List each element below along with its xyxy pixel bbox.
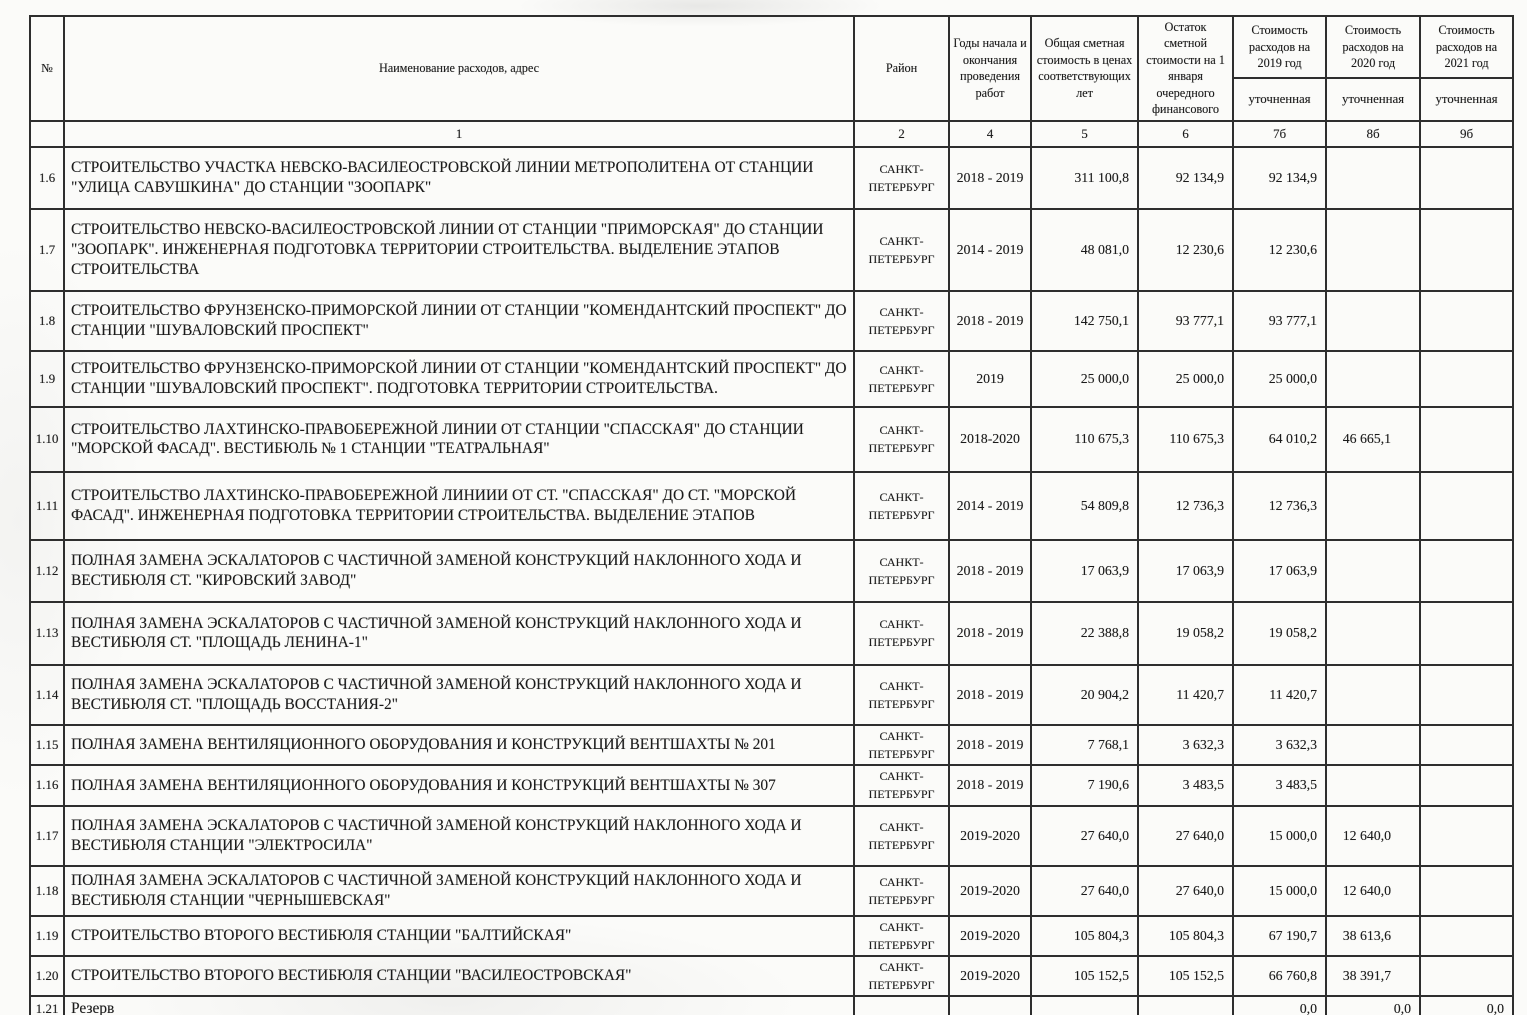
total-estimated-cost: 311 100,8 — [1031, 147, 1138, 209]
cost-2021-refined — [1420, 351, 1513, 407]
cost-2020-refined — [1326, 351, 1420, 407]
district: САНКТ-ПЕТЕРБУРГ — [854, 916, 949, 956]
col-header-total-cost: Общая сметная стоимость в ценах соответствующих лет — [1031, 16, 1138, 121]
table-row — [30, 725, 1513, 765]
remaining-cost: 105 152,5 — [1138, 956, 1233, 996]
row-number: 1.15 — [30, 725, 64, 765]
total-estimated-cost: 20 904,2 — [1031, 665, 1138, 725]
cost-2021-refined — [1420, 866, 1513, 916]
cost-2019-refined: 92 134,9 — [1233, 147, 1326, 209]
district: САНКТ-ПЕТЕРБУРГ — [854, 540, 949, 602]
cost-2021-refined — [1420, 407, 1513, 472]
total-estimated-cost: 7 190,6 — [1031, 765, 1138, 806]
cost-2019-refined: 12 230,6 — [1233, 209, 1326, 291]
cost-2020-refined: 0,0 — [1326, 996, 1420, 1015]
expense-name: СТРОИТЕЛЬСТВО ФРУНЗЕНСКО-ПРИМОРСКОЙ ЛИНИИ ОТ СТАНЦИИ "КОМЕНДАНТСКИЙ ПРОСПЕКТ" ДО СТАНЦИИ "ШУВАЛОВСКИЙ ПРОСПЕКТ". ПОДГОТОВКА ТЕРРИТОРИИ СТРОИТЕЛЬСТВА. — [64, 351, 854, 407]
work-years: 2018-2020 — [949, 407, 1031, 472]
cost-2020-refined: 12 640,0 — [1326, 806, 1420, 866]
expense-name: ПОЛНАЯ ЗАМЕНА ЭСКАЛАТОРОВ С ЧАСТИЧНОЙ ЗАМЕНОЙ КОНСТРУКЦИЙ НАКЛОННОГО ХОДА И ВЕСТИБЮЛЯ СТ. "ПЛОЩАДЬ ВОССТАНИЯ-2" — [64, 665, 854, 725]
row-number: 1.11 — [30, 472, 64, 540]
work-years: 2018 - 2019 — [949, 291, 1031, 351]
row-number: 1.17 — [30, 806, 64, 866]
cost-2020-refined — [1326, 147, 1420, 209]
district: САНКТ-ПЕТЕРБУРГ — [854, 351, 949, 407]
col-subheader-refined-2019: уточненная — [1233, 78, 1326, 121]
column-number: 6 — [1138, 121, 1233, 147]
total-estimated-cost: 54 809,8 — [1031, 472, 1138, 540]
row-number: 1.18 — [30, 866, 64, 916]
column-number: 9б — [1420, 121, 1513, 147]
total-estimated-cost: 27 640,0 — [1031, 866, 1138, 916]
remaining-cost: 25 000,0 — [1138, 351, 1233, 407]
total-estimated-cost: 48 081,0 — [1031, 209, 1138, 291]
district: САНКТ-ПЕТЕРБУРГ — [854, 147, 949, 209]
work-years: 2014 - 2019 — [949, 209, 1031, 291]
row-number: 1.20 — [30, 956, 64, 996]
table-row — [30, 866, 1513, 916]
expense-name: ПОЛНАЯ ЗАМЕНА ЭСКАЛАТОРОВ С ЧАСТИЧНОЙ ЗАМЕНОЙ КОНСТРУКЦИЙ НАКЛОННОГО ХОДА И ВЕСТИБЮЛЯ СТАНЦИИ "ЭЛЕКТРОСИЛА" — [64, 806, 854, 866]
district: САНКТ-ПЕТЕРБУРГ — [854, 956, 949, 996]
column-number — [30, 121, 64, 147]
table-row — [30, 765, 1513, 806]
work-years: 2018 - 2019 — [949, 147, 1031, 209]
table-row — [30, 291, 1513, 351]
expense-name: СТРОИТЕЛЬСТВО ЛАХТИНСКО-ПРАВОБЕРЕЖНОЙ ЛИНИИИ ОТ СТ. "СПАССКАЯ" ДО СТ. "МОРСКОЙ ФАСАД". ИНЖЕНЕРНАЯ ПОДГОТОВКА ТЕРРИТОРИИ СТРОИТЕЛЬСТВА. ВЫДЕЛЕНИЕ ЭТАПОВ — [64, 472, 854, 540]
remaining-cost: 3 632,3 — [1138, 725, 1233, 765]
cost-2019-refined: 17 063,9 — [1233, 540, 1326, 602]
work-years: 2018 - 2019 — [949, 665, 1031, 725]
row-number: 1.12 — [30, 540, 64, 602]
cost-2021-refined — [1420, 291, 1513, 351]
cost-2019-refined: 12 736,3 — [1233, 472, 1326, 540]
total-estimated-cost: 22 388,8 — [1031, 602, 1138, 665]
work-years: 2018 - 2019 — [949, 540, 1031, 602]
cost-2020-refined — [1326, 602, 1420, 665]
district: САНКТ-ПЕТЕРБУРГ — [854, 472, 949, 540]
remaining-cost: 17 063,9 — [1138, 540, 1233, 602]
column-number: 1 — [64, 121, 854, 147]
col-header-cost-2020: Стоимость расходов на 2020 год — [1326, 16, 1420, 78]
remaining-cost: 19 058,2 — [1138, 602, 1233, 665]
table-row — [30, 472, 1513, 540]
table-row — [30, 806, 1513, 866]
column-number: 4 — [949, 121, 1031, 147]
total-estimated-cost: 110 675,3 — [1031, 407, 1138, 472]
work-years: 2014 - 2019 — [949, 472, 1031, 540]
total-estimated-cost: 105 804,3 — [1031, 916, 1138, 956]
district: САНКТ-ПЕТЕРБУРГ — [854, 725, 949, 765]
cost-2020-refined — [1326, 472, 1420, 540]
cost-2019-refined: 66 760,8 — [1233, 956, 1326, 996]
work-years: 2018 - 2019 — [949, 602, 1031, 665]
expense-name: СТРОИТЕЛЬСТВО НЕВСКО-ВАСИЛЕОСТРОВСКОЙ ЛИНИИ ОТ СТАНЦИИ "ПРИМОРСКАЯ" ДО СТАНЦИИ "ЗООПАРК". ИНЖЕНЕРНАЯ ПОДГОТОВКА ТЕРРИТОРИИ СТРОИТЕЛЬСТВА. ВЫДЕЛЕНИЕ ЭТАПОВ СТРОИТЕЛЬСТВА — [64, 209, 854, 291]
cost-2020-refined — [1326, 209, 1420, 291]
cost-2020-refined: 38 391,7 — [1326, 956, 1420, 996]
row-number: 1.16 — [30, 765, 64, 806]
district: САНКТ-ПЕТЕРБУРГ — [854, 407, 949, 472]
remaining-cost: 27 640,0 — [1138, 806, 1233, 866]
district: САНКТ-ПЕТЕРБУРГ — [854, 765, 949, 806]
work-years — [949, 996, 1031, 1015]
remaining-cost: 3 483,5 — [1138, 765, 1233, 806]
cost-2021-refined: 0,0 — [1420, 996, 1513, 1015]
district: САНКТ-ПЕТЕРБУРГ — [854, 866, 949, 916]
work-years: 2019-2020 — [949, 866, 1031, 916]
total-estimated-cost: 17 063,9 — [1031, 540, 1138, 602]
remaining-cost: 92 134,9 — [1138, 147, 1233, 209]
col-subheader-refined-2021: уточненная — [1420, 78, 1513, 121]
total-estimated-cost: 27 640,0 — [1031, 806, 1138, 866]
cost-2020-refined — [1326, 725, 1420, 765]
table-row — [30, 540, 1513, 602]
cost-2021-refined — [1420, 472, 1513, 540]
remaining-cost: 27 640,0 — [1138, 866, 1233, 916]
work-years: 2019 — [949, 351, 1031, 407]
cost-2019-refined: 93 777,1 — [1233, 291, 1326, 351]
work-years: 2019-2020 — [949, 916, 1031, 956]
cost-2021-refined — [1420, 765, 1513, 806]
remaining-cost: 105 804,3 — [1138, 916, 1233, 956]
col-header-num: № — [30, 16, 64, 121]
remaining-cost: 110 675,3 — [1138, 407, 1233, 472]
column-number: 2 — [854, 121, 949, 147]
cost-2019-refined: 15 000,0 — [1233, 806, 1326, 866]
table-row — [30, 351, 1513, 407]
cost-2021-refined — [1420, 602, 1513, 665]
remaining-cost: 93 777,1 — [1138, 291, 1233, 351]
cost-2020-refined: 46 665,1 — [1326, 407, 1420, 472]
cost-2020-refined: 38 613,6 — [1326, 916, 1420, 956]
col-header-name: Наименование расходов, адрес — [64, 16, 854, 121]
table-row — [30, 916, 1513, 956]
table-row — [30, 147, 1513, 209]
work-years: 2019-2020 — [949, 806, 1031, 866]
work-years: 2019-2020 — [949, 956, 1031, 996]
expense-name: ПОЛНАЯ ЗАМЕНА ЭСКАЛАТОРОВ С ЧАСТИЧНОЙ ЗАМЕНОЙ КОНСТРУКЦИЙ НАКЛОННОГО ХОДА И ВЕСТИБЮЛЯ СТ. "КИРОВСКИЙ ЗАВОД" — [64, 540, 854, 602]
cost-2021-refined — [1420, 665, 1513, 725]
expense-name: СТРОИТЕЛЬСТВО ВТОРОГО ВЕСТИБЮЛЯ СТАНЦИИ "БАЛТИЙСКАЯ" — [64, 916, 854, 956]
cost-2020-refined — [1326, 665, 1420, 725]
table-row — [30, 602, 1513, 665]
remaining-cost: 12 230,6 — [1138, 209, 1233, 291]
col-header-cost-2021: Стоимость расходов на 2021 год — [1420, 16, 1513, 78]
district — [854, 996, 949, 1015]
cost-2019-refined: 15 000,0 — [1233, 866, 1326, 916]
header-row-main — [30, 16, 1513, 78]
district: САНКТ-ПЕТЕРБУРГ — [854, 806, 949, 866]
row-number: 1.8 — [30, 291, 64, 351]
cost-2020-refined — [1326, 765, 1420, 806]
cost-2021-refined — [1420, 806, 1513, 866]
district: САНКТ-ПЕТЕРБУРГ — [854, 665, 949, 725]
row-number: 1.19 — [30, 916, 64, 956]
expense-name: ПОЛНАЯ ЗАМЕНА ЭСКАЛАТОРОВ С ЧАСТИЧНОЙ ЗАМЕНОЙ КОНСТРУКЦИЙ НАКЛОННОГО ХОДА И ВЕСТИБЮЛЯ СТАНЦИИ "ЧЕРНЫШЕВСКАЯ" — [64, 866, 854, 916]
column-number: 5 — [1031, 121, 1138, 147]
table-body — [30, 147, 1513, 1015]
table-row — [30, 209, 1513, 291]
expense-name: ПОЛНАЯ ЗАМЕНА ВЕНТИЛЯЦИОННОГО ОБОРУДОВАНИЯ И КОНСТРУКЦИЙ ВЕНТШАХТЫ № 307 — [64, 765, 854, 806]
row-number: 1.21 — [30, 996, 64, 1015]
expense-name: Резерв — [64, 996, 854, 1015]
cost-2021-refined — [1420, 147, 1513, 209]
column-number: 7б — [1233, 121, 1326, 147]
table-row — [30, 407, 1513, 472]
total-estimated-cost: 7 768,1 — [1031, 725, 1138, 765]
cost-2019-refined: 19 058,2 — [1233, 602, 1326, 665]
cost-2019-refined: 3 483,5 — [1233, 765, 1326, 806]
cost-2019-refined: 25 000,0 — [1233, 351, 1326, 407]
total-estimated-cost: 105 152,5 — [1031, 956, 1138, 996]
row-number: 1.13 — [30, 602, 64, 665]
total-estimated-cost — [1031, 996, 1138, 1015]
cost-2019-refined: 64 010,2 — [1233, 407, 1326, 472]
district: САНКТ-ПЕТЕРБУРГ — [854, 209, 949, 291]
cost-2020-refined — [1326, 291, 1420, 351]
row-number: 1.6 — [30, 147, 64, 209]
table-row — [30, 665, 1513, 725]
cost-2020-refined: 12 640,0 — [1326, 866, 1420, 916]
col-header-cost-2019: Стоимость расходов на 2019 год — [1233, 16, 1326, 78]
col-header-remaining-cost: Остаток сметной стоимости на 1 января очередного финансового — [1138, 16, 1233, 121]
table-row — [30, 996, 1513, 1015]
cost-2021-refined — [1420, 209, 1513, 291]
total-estimated-cost: 25 000,0 — [1031, 351, 1138, 407]
cost-2019-refined: 67 190,7 — [1233, 916, 1326, 956]
work-years: 2018 - 2019 — [949, 725, 1031, 765]
cost-2021-refined — [1420, 916, 1513, 956]
cost-2019-refined: 3 632,3 — [1233, 725, 1326, 765]
expense-name: СТРОИТЕЛЬСТВО ВТОРОГО ВЕСТИБЮЛЯ СТАНЦИИ "ВАСИЛЕОСТРОВСКАЯ" — [64, 956, 854, 996]
expense-name: СТРОИТЕЛЬСТВО ЛАХТИНСКО-ПРАВОБЕРЕЖНОЙ ЛИНИИ ОТ СТАНЦИИ "СПАССКАЯ" ДО СТАНЦИИ "МОРСКОЙ ФАСАД". ВЕСТИБЮЛЬ № 1 СТАНЦИИ "ТЕАТРАЛЬНАЯ" — [64, 407, 854, 472]
row-number: 1.9 — [30, 351, 64, 407]
column-number: 8б — [1326, 121, 1420, 147]
cost-2021-refined — [1420, 725, 1513, 765]
row-number: 1.7 — [30, 209, 64, 291]
remaining-cost — [1138, 996, 1233, 1015]
expense-name: СТРОИТЕЛЬСТВО ФРУНЗЕНСКО-ПРИМОРСКОЙ ЛИНИИ ОТ СТАНЦИИ "КОМЕНДАНТСКИЙ ПРОСПЕКТ" ДО СТАНЦИИ "ШУВАЛОВСКИЙ ПРОСПЕКТ" — [64, 291, 854, 351]
remaining-cost: 11 420,7 — [1138, 665, 1233, 725]
district: САНКТ-ПЕТЕРБУРГ — [854, 291, 949, 351]
cost-2021-refined — [1420, 540, 1513, 602]
col-header-years: Годы начала и окончания проведения работ — [949, 16, 1031, 121]
expenses-table — [29, 15, 1514, 1015]
remaining-cost: 12 736,3 — [1138, 472, 1233, 540]
total-estimated-cost: 142 750,1 — [1031, 291, 1138, 351]
column-numbers-row — [30, 121, 1513, 147]
cost-2021-refined — [1420, 956, 1513, 996]
cost-2019-refined: 11 420,7 — [1233, 665, 1326, 725]
work-years: 2018 - 2019 — [949, 765, 1031, 806]
expense-name: СТРОИТЕЛЬСТВО УЧАСТКА НЕВСКО-ВАСИЛЕОСТРОВСКОЙ ЛИНИИ МЕТРОПОЛИТЕНА ОТ СТАНЦИИ "УЛИЦА САВУШКИНА" ДО СТАНЦИИ "ЗООПАРК" — [64, 147, 854, 209]
row-number: 1.14 — [30, 665, 64, 725]
col-subheader-refined-2020: уточненная — [1326, 78, 1420, 121]
cost-2019-refined: 0,0 — [1233, 996, 1326, 1015]
col-header-district: Район — [854, 16, 949, 121]
table-row — [30, 956, 1513, 996]
expense-name: ПОЛНАЯ ЗАМЕНА ЭСКАЛАТОРОВ С ЧАСТИЧНОЙ ЗАМЕНОЙ КОНСТРУКЦИЙ НАКЛОННОГО ХОДА И ВЕСТИБЮЛЯ СТ. "ПЛОЩАДЬ ЛЕНИНА-1" — [64, 602, 854, 665]
table-header — [30, 16, 1513, 147]
district: САНКТ-ПЕТЕРБУРГ — [854, 602, 949, 665]
cost-2020-refined — [1326, 540, 1420, 602]
expense-name: ПОЛНАЯ ЗАМЕНА ВЕНТИЛЯЦИОННОГО ОБОРУДОВАНИЯ И КОНСТРУКЦИЙ ВЕНТШАХТЫ № 201 — [64, 725, 854, 765]
row-number: 1.10 — [30, 407, 64, 472]
